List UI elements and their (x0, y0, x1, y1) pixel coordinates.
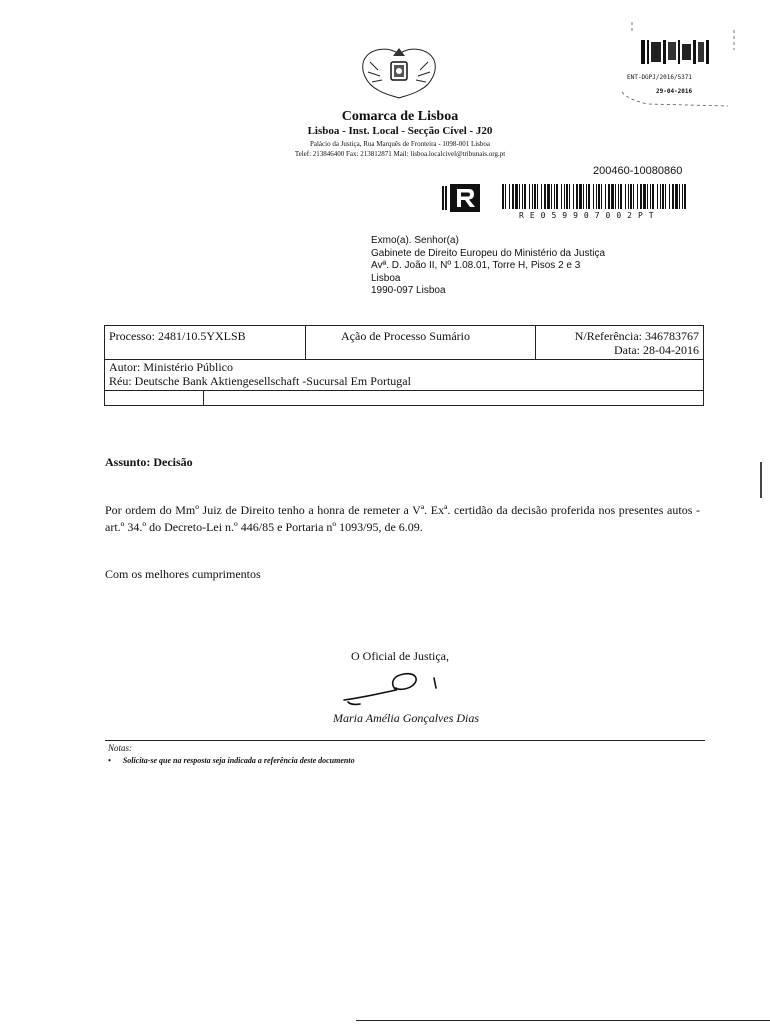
barcode-bar (640, 184, 642, 209)
barcode-bar (509, 184, 510, 209)
barcode-bar (682, 184, 683, 209)
stamp-border (618, 20, 738, 110)
process-date: Data: 28-04-2016 (614, 343, 699, 357)
barcode-bar (569, 184, 570, 209)
barcode-bar (643, 184, 646, 209)
registered-mail-number: 200460-10080860 (593, 165, 683, 177)
process-reference: N/Referência: 346783767 (574, 329, 699, 343)
barcode-bar (605, 184, 606, 209)
barcode-bar (537, 184, 538, 209)
barcode-bar (564, 184, 565, 209)
letter-closing: Com os melhores cumprimentos (105, 567, 261, 581)
barcode-bar (534, 184, 536, 209)
barcode-bar (611, 184, 614, 209)
barcode-bar (586, 184, 587, 209)
barcode-bar (588, 184, 590, 209)
barcode-bar (675, 184, 678, 209)
court-name: Comarca de Lisboa (341, 109, 459, 124)
letter-subject: Assunto: Decisão (105, 455, 193, 469)
barcode-bar (657, 184, 658, 209)
barcode-bar (669, 184, 670, 209)
barcode-bar (647, 184, 648, 209)
recipient-line: 1990-097 Lisboa (371, 285, 446, 296)
barcode-bar (650, 184, 651, 209)
barcode-bar (637, 184, 638, 209)
process-author: Autor: Ministério Público (109, 360, 233, 374)
recipient-line: Avª. D. João II, Nº 1.08.01, Torre H, Pisos 2 e 3 (371, 260, 581, 271)
barcode-bar (556, 184, 558, 209)
court-contacts: Telef: 213846400 Fax: 213812871 Mail: lisboa.localcivel@tribunais.org.pt (294, 150, 506, 158)
recipient-line: Gabinete de Direito Europeu do Ministério da Justiça (371, 247, 606, 259)
barcode-bar (596, 184, 597, 209)
barcode-bar (672, 184, 674, 209)
barcode-bar (628, 184, 629, 209)
barcode-bar (566, 184, 568, 209)
barcode-bar (544, 184, 546, 209)
notes-item: • Solicita-se que na resposta seja indicada a referência deste documento (108, 756, 355, 765)
court-section: Lisboa - Inst. Local - Secção Cível - J20 (307, 125, 493, 137)
barcode-bar (583, 184, 584, 209)
barcode-bar (633, 184, 634, 209)
barcode-bar (593, 184, 594, 209)
barcode-bar (522, 184, 523, 209)
barcode-bar (576, 184, 578, 209)
barcode-bar (551, 184, 552, 209)
barcode-bar (529, 184, 530, 209)
process-header-row (105, 326, 703, 360)
barcode-bar (679, 184, 680, 209)
barcode-bar (662, 184, 664, 209)
registered-mail-r-logo-icon (442, 184, 480, 212)
letter-body: Por ordem do Mmº Juiz de Direito tenho a honra de remeter a Vª. Exª. certidão da decisão proferida nos presentes autos - art.º 34.º do Decreto-Lei n.º 446/85 e Portaria nº 1093/95, de 6.09. (105, 503, 700, 534)
process-defendant: Réu: Deutsche Bank Aktiengesellschaft -Sucursal Em Portugal (109, 374, 411, 388)
handwritten-signature (338, 664, 448, 706)
recipient-address (371, 235, 605, 298)
registered-mail-barcode (502, 184, 690, 209)
barcode-bar (554, 184, 555, 209)
barcode-bar (505, 184, 506, 209)
officer-name: Maria Amélia Gonçalves Dias (332, 711, 480, 725)
coat-of-arms-icon (358, 40, 440, 102)
process-action: Ação de Processo Sumário (341, 329, 470, 343)
recipient-line: Exmo(a). Senhor(a) (371, 235, 459, 246)
barcode-bar (598, 184, 600, 209)
barcode-bar (608, 184, 610, 209)
barcode-bar (561, 184, 562, 209)
barcode-bar (601, 184, 602, 209)
barcode-bar (652, 184, 654, 209)
barcode-bar (502, 184, 504, 209)
barcode-bar (519, 184, 520, 209)
barcode-bar (573, 184, 574, 209)
registered-mail-code: RE059907002PT (519, 211, 660, 220)
process-number: Processo: 2481/10.5YXLSB (109, 329, 246, 343)
recipient-line: Lisboa (371, 272, 401, 284)
barcode-bar (547, 184, 550, 209)
barcode-bar (684, 184, 686, 209)
barcode-bar (524, 184, 526, 209)
stamp-entry-date: 29-04-2016 (656, 88, 693, 95)
notes-label: Notas: (108, 743, 133, 753)
barcode-bar (515, 184, 518, 209)
bottom-divider (356, 1020, 770, 1021)
margin-mark (760, 462, 762, 498)
barcode-bar (615, 184, 616, 209)
barcode-bar (625, 184, 626, 209)
barcode-bar (665, 184, 666, 209)
court-address: Palácio da Justiça, Rua Marquês de Fronteira - 1098-001 Lisboa (309, 140, 490, 148)
officer-title: O Oficial de Justiça, (351, 649, 449, 663)
process-table (104, 325, 704, 406)
notes-item-text: Solicita-se que na resposta seja indicada a referência deste documento (122, 756, 355, 765)
barcode-bar (620, 184, 622, 209)
barcode-bar (579, 184, 582, 209)
barcode-bar (618, 184, 619, 209)
notes-divider (105, 740, 705, 741)
barcode-bar (532, 184, 533, 209)
barcode-bar (630, 184, 632, 209)
barcode-bar (541, 184, 542, 209)
stamp-entry-code: ENT-DGPJ/2016/5371 (627, 74, 693, 81)
barcode-bar (660, 184, 661, 209)
barcode-bar (512, 184, 514, 209)
process-parties-row (105, 360, 703, 391)
